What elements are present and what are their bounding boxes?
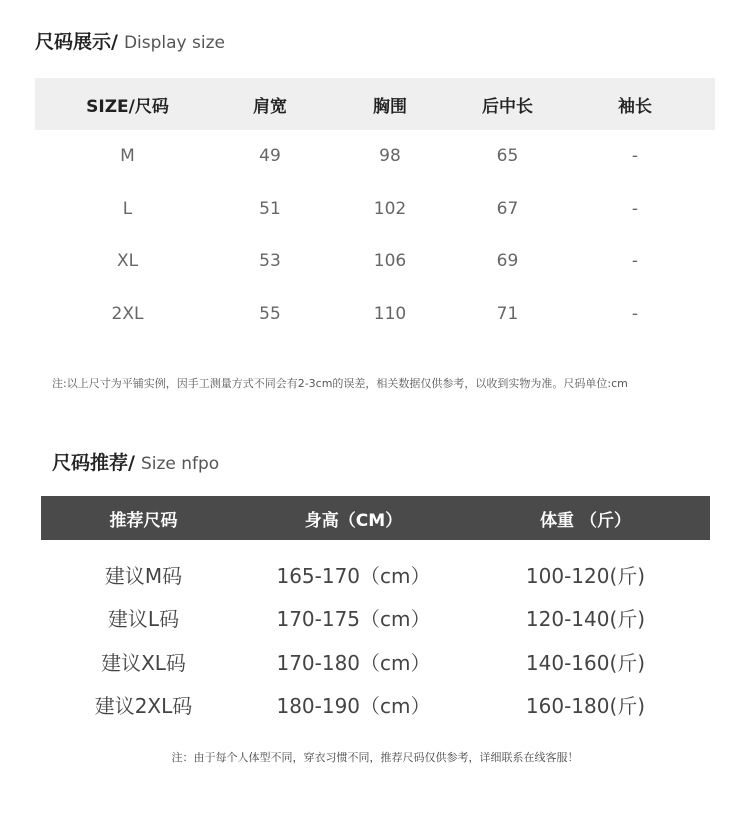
table-header	[41, 496, 710, 540]
header-back-length: 后中长	[482, 96, 533, 117]
cell-shoulder: 49	[259, 146, 281, 167]
size-measurement-table	[35, 78, 715, 340]
display-size-title	[35, 27, 225, 54]
cell-size: L	[122, 198, 133, 219]
cell-size: XL	[116, 251, 139, 272]
cell-shoulder: 55	[259, 303, 281, 324]
table-row	[35, 130, 715, 183]
cell-weight: 140-160(斤)	[525, 650, 646, 675]
cell-weight: 120-140(斤)	[525, 607, 646, 632]
cell-weight: 160-180(斤)	[525, 694, 646, 719]
table-row	[41, 640, 710, 683]
header-weight: 体重 （斤）	[540, 510, 631, 531]
display-size-title-zh: 尺码展示/	[35, 31, 118, 53]
cell-back-length: 71	[496, 303, 519, 324]
cell-height: 165-170（cm）	[276, 564, 431, 589]
size-recommend-title-en: Size nfpo	[140, 454, 220, 474]
cell-height: 170-175（cm）	[276, 607, 431, 632]
cell-size: 2XL	[111, 303, 144, 324]
cell-sleeve: -	[631, 303, 639, 324]
table-row	[41, 683, 710, 726]
table-row	[41, 553, 710, 596]
display-size-title-en: Display size	[123, 33, 225, 53]
table-row	[41, 596, 710, 639]
table-row	[35, 183, 715, 236]
cell-size: M	[120, 146, 135, 167]
table-row	[35, 288, 715, 341]
cell-chest: 98	[379, 146, 401, 167]
cell-recommended-size: 建议XL码	[101, 650, 186, 675]
cell-shoulder: 53	[259, 251, 281, 272]
cell-back-length: 69	[496, 251, 519, 272]
cell-recommended-size: 建议L码	[107, 607, 180, 632]
header-shoulder: 肩宽	[253, 96, 287, 117]
header-size: SIZE/尺码	[86, 96, 169, 117]
table-header	[35, 78, 715, 130]
cell-sleeve: -	[631, 251, 639, 272]
measurement-note: 注:以上尺寸为平铺实例，因手工测量方式不同会有2-3cm的误差，相关数据仅供参考，以收到实物为准。尺码单位:cm	[52, 377, 628, 390]
cell-chest: 106	[373, 251, 407, 272]
cell-back-length: 65	[496, 146, 519, 167]
header-recommended-size: 推荐尺码	[109, 510, 178, 531]
table-row	[35, 235, 715, 288]
cell-chest: 110	[373, 303, 407, 324]
cell-height: 170-180（cm）	[276, 650, 431, 675]
size-recommend-table	[41, 496, 710, 726]
cell-recommended-size: 建议M码	[104, 564, 183, 589]
recommendation-note: 注：由于每个人体型不同，穿衣习惯不同，推荐尺码仅供参考，详细联系在线客服！	[171, 751, 579, 764]
cell-sleeve: -	[631, 198, 639, 219]
header-chest: 胸围	[373, 96, 407, 117]
cell-recommended-size: 建议2XL码	[94, 694, 193, 719]
cell-sleeve: -	[631, 146, 639, 167]
size-recommend-title	[52, 448, 219, 475]
cell-height: 180-190（cm）	[276, 694, 431, 719]
cell-shoulder: 51	[259, 198, 281, 219]
cell-chest: 102	[373, 198, 407, 219]
cell-weight: 100-120(斤)	[525, 564, 646, 589]
size-recommend-title-zh: 尺码推荐/	[52, 452, 135, 474]
header-sleeve: 袖长	[618, 96, 652, 117]
cell-back-length: 67	[496, 198, 519, 219]
header-height: 身高（CM）	[304, 510, 403, 531]
